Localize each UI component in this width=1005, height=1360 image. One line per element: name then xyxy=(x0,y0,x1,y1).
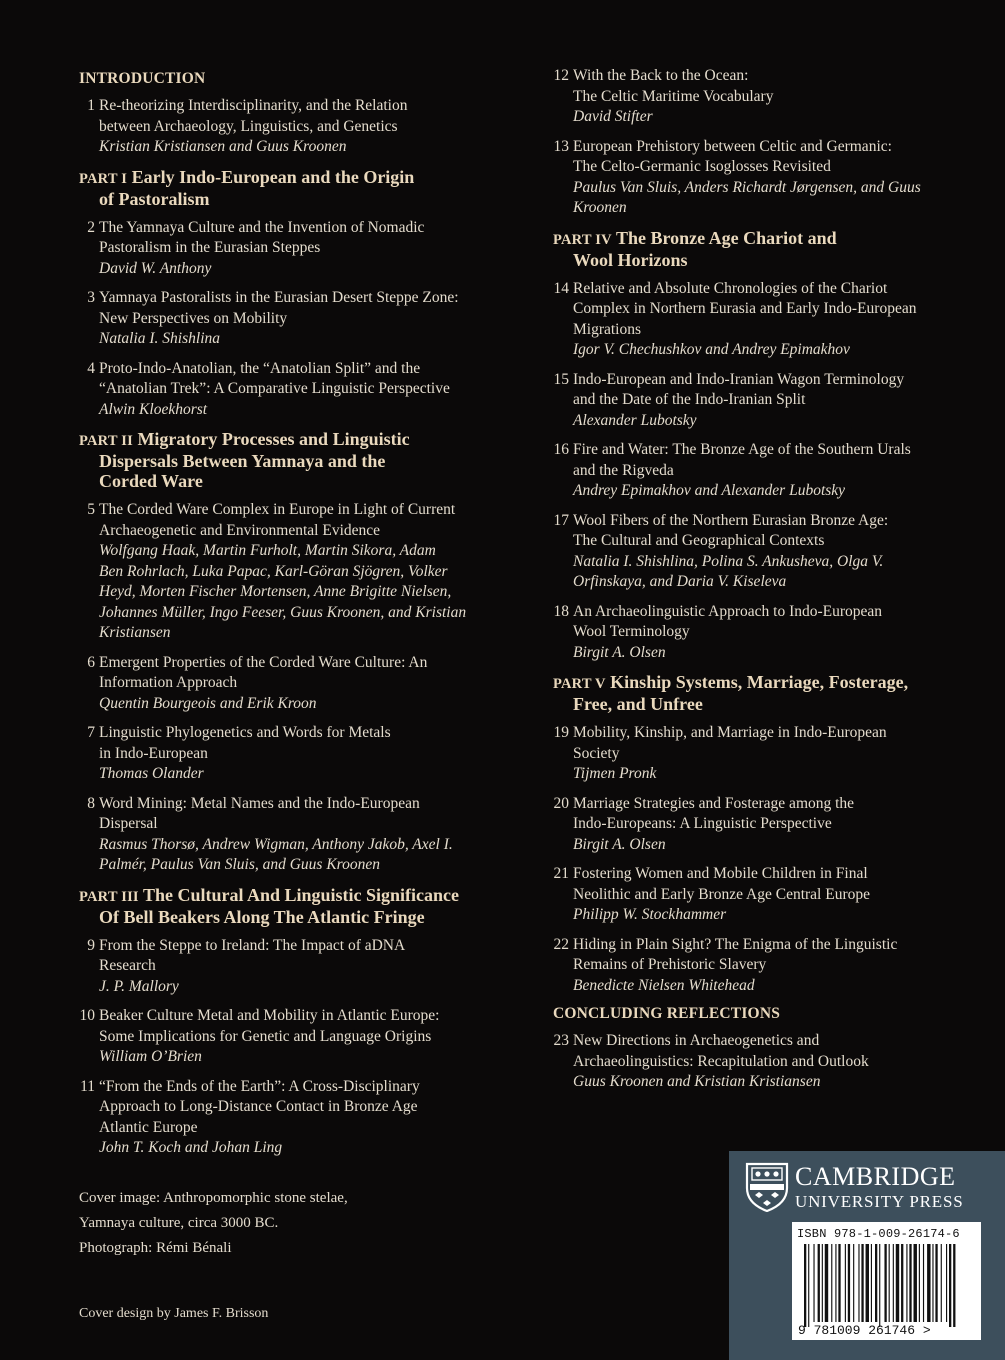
chapter-list xyxy=(553,723,973,996)
part-title-rest xyxy=(553,694,973,714)
barcode-bar xyxy=(822,1244,823,1322)
part-1 xyxy=(79,167,515,421)
chapter-entry xyxy=(79,1006,515,1068)
chapter-title-line: Wool Fibers of the Northern Eurasian Bronze Age: xyxy=(573,511,889,529)
chapter-entry xyxy=(79,794,515,876)
chapter-number: 23 xyxy=(553,1032,569,1049)
chapter-title-line: Re-theorizing Interdisciplinarity, and the Relation xyxy=(99,97,408,114)
part-label: PART II xyxy=(79,433,133,449)
text-line: Yamnaya culture, circa 3000 BC. xyxy=(79,1215,279,1231)
chapter-number: 9 xyxy=(87,936,95,954)
chapter-entry xyxy=(79,653,515,715)
chapter-title-line: Hiding in Plain Sight? The Enigma of the Linguistic xyxy=(573,935,898,953)
part-heading xyxy=(553,672,973,714)
chapter-number: 2 xyxy=(87,218,95,236)
chapter-authors-line: Guus Kroonen and Kristian Kristiansen xyxy=(573,1073,821,1090)
chapter-number: 11 xyxy=(80,1077,95,1095)
chapter-entry xyxy=(553,279,973,361)
barcode-digits-text: 9 781009 261746 > xyxy=(798,1323,931,1338)
chapter-title-line: The Yamnaya Culture and the Invention of Nomadic xyxy=(99,218,425,236)
part-heading xyxy=(79,429,515,491)
part-2 xyxy=(79,429,515,876)
chapter-number: 5 xyxy=(87,501,95,518)
barcode-bar xyxy=(906,1244,907,1322)
chapter-title-line: and the Date of the Indo-Iranian Split xyxy=(573,391,806,408)
barcode-bar xyxy=(889,1244,890,1322)
chapter-list xyxy=(79,936,515,1159)
chapter-title-line: Archaeolinguistics: Recapitulation and Outlook xyxy=(573,1052,869,1070)
chapter-authors-line: Thomas Olander xyxy=(99,765,204,782)
part-5 xyxy=(553,672,973,996)
publisher-subname: UNIVERSITY PRESS xyxy=(795,1192,964,1211)
chapter-authors-line: Ben Rohrlach, Luka Papac, Karl-Göran Sjögren, Volker xyxy=(99,562,448,580)
chapter-title-line: Society xyxy=(573,744,620,762)
chapter-number: 10 xyxy=(79,1007,95,1024)
chapter-entry xyxy=(553,370,973,432)
chapter-entry xyxy=(553,66,973,128)
barcode-bar xyxy=(831,1244,832,1322)
chapter-title-line: New Perspectives on Mobility xyxy=(99,309,288,327)
chapter-entry xyxy=(553,137,973,219)
part-heading xyxy=(79,885,515,927)
section-heading: CONCLUDING REFLECTIONS xyxy=(553,1005,781,1022)
chapter-entry xyxy=(553,440,973,502)
text-line: Free, and Unfree xyxy=(573,694,703,714)
chapter-title-line: Fire and Water: The Bronze Age of the Southern Urals xyxy=(573,441,911,458)
cover-credits xyxy=(79,1186,348,1261)
chapter-title-line: Indo-European and Indo-Iranian Wagon Terminology xyxy=(573,370,905,388)
chapter-entry xyxy=(553,794,973,856)
isbn-barcode xyxy=(792,1222,981,1340)
part-title: Migratory Processes and Linguistic xyxy=(137,429,410,449)
barcode-bar xyxy=(845,1244,846,1322)
chapter-title-line: Mobility, Kinship, and Marriage in Indo-European xyxy=(573,724,887,741)
chapter-entry xyxy=(79,288,515,350)
chapter-title-line: Linguistic Phylogenetics and Words for Metals xyxy=(99,724,391,741)
chapter-authors-line: Birgit A. Olsen xyxy=(573,835,666,853)
chapter-title-line: Dispersal xyxy=(99,815,158,832)
text-line: Corded Ware xyxy=(99,471,203,491)
chapter-title-line: European Prehistory between Celtic and Germanic: xyxy=(573,137,892,155)
barcode-bar xyxy=(923,1244,924,1322)
chapter-title-line: Atlantic Europe xyxy=(99,1118,198,1136)
barcode-bar xyxy=(946,1244,947,1322)
part-label: PART V xyxy=(553,676,606,692)
chapter-title-line: Indo-Europeans: A Linguistic Perspective xyxy=(573,815,832,832)
barcode-bar xyxy=(927,1244,930,1322)
chapter-number: 3 xyxy=(87,289,95,306)
chapter-title-line: between Archaeology, Linguistics, and Genetics xyxy=(99,117,398,135)
part-title: The Bronze Age Chariot and xyxy=(615,227,837,248)
chapter-authors-line: Philipp W. Stockhammer xyxy=(573,906,727,923)
chapter-authors-line: Palmér, Paulus Van Sluis, and Guus Kroonen xyxy=(99,856,381,873)
barcode-bar xyxy=(813,1244,814,1322)
chapter-entry xyxy=(79,723,515,785)
part-title-rest xyxy=(553,250,973,270)
part-heading xyxy=(79,167,515,209)
chapter-authors-line: Tijmen Pronk xyxy=(573,765,657,782)
chapter-entry xyxy=(79,218,515,280)
chapter-title-line: Proto-Indo-Anatolian, the “Anatolian Split” and the xyxy=(99,359,421,377)
barcode-bar xyxy=(875,1244,877,1322)
text-line: Of Bell Beakers Along The Atlantic Fringe xyxy=(99,906,425,927)
chapter-authors-line: Heyd, Morten Fischer Mortensen, Anne Brigitte Nielsen, xyxy=(99,583,452,600)
chapter-entry xyxy=(553,723,973,785)
barcode-bar xyxy=(848,1244,850,1322)
chapter-title-line: Word Mining: Metal Names and the Indo-European xyxy=(99,794,420,812)
chapter-authors-line: Natalia I. Shishlina xyxy=(99,330,220,347)
chapter-title-line: Emergent Properties of the Corded Ware Culture: An xyxy=(99,653,428,671)
chapter-entry xyxy=(553,864,973,926)
barcode-bar xyxy=(879,1244,880,1327)
chapter-number: 15 xyxy=(553,370,569,388)
chapter-number: 20 xyxy=(553,794,569,812)
chapter-entry xyxy=(79,96,515,158)
text-line: of Pastoralism xyxy=(99,188,210,209)
chapter-authors-line: Birgit A. Olsen xyxy=(573,643,666,661)
chapter-list xyxy=(79,500,515,876)
chapter-authors-line: Paulus Van Sluis, Anders Richardt Jørgensen, and Guus xyxy=(573,178,921,196)
chapter-title-line: Fostering Women and Mobile Children in Final xyxy=(573,865,868,882)
chapter-list xyxy=(553,279,973,664)
chapter-title-line: From the Steppe to Ireland: The Impact of aDNA xyxy=(99,936,406,954)
section-introduction xyxy=(79,70,515,158)
chapter-authors-line: Natalia I. Shishlina, Polina S. Ankusheva, Olga V. xyxy=(573,552,884,570)
chapter-number: 21 xyxy=(553,865,569,882)
chapter-authors-line: William O’Brien xyxy=(99,1048,202,1065)
chapter-title-line: The Celtic Maritime Vocabulary xyxy=(573,87,774,105)
right-column xyxy=(553,66,973,1102)
chapter-number: 16 xyxy=(553,441,569,458)
barcode-bar xyxy=(914,1244,917,1322)
part-title: The Cultural And Linguistic Significance xyxy=(142,884,460,905)
chapter-title-line: Some Implications for Genetic and Language Origins xyxy=(99,1027,432,1045)
chapter-list xyxy=(553,1031,973,1093)
isbn-label: ISBN 978-1-009-26174-6 xyxy=(797,1227,960,1241)
barcode-bar xyxy=(853,1244,854,1322)
chapter-list xyxy=(79,96,515,158)
part-title-rest xyxy=(79,907,515,927)
chapter-authors-line: Kroonen xyxy=(573,199,627,216)
chapter-number: 7 xyxy=(87,724,95,741)
text-line: Cover image: Anthropomorphic stone stelae, xyxy=(79,1190,348,1206)
chapter-number: 18 xyxy=(553,602,569,620)
chapter-title-line: “Anatolian Trek”: A Comparative Linguistic Perspective xyxy=(99,380,450,397)
chapter-title-line: The Cultural and Geographical Contexts xyxy=(573,532,825,549)
barcode-bar xyxy=(835,1244,836,1322)
chapter-number: 6 xyxy=(87,653,95,671)
barcode-bar xyxy=(858,1244,859,1322)
chapter-entry xyxy=(553,511,973,593)
chapter-authors-line: Kristiansen xyxy=(99,624,171,641)
chapter-title-line: The Corded Ware Complex in Europe in Light of Current xyxy=(99,501,456,518)
text-line: Dispersals Between Yamnaya and the xyxy=(99,451,386,471)
barcode-bar xyxy=(909,1244,911,1322)
chapter-authors-line: Johannes Müller, Ingo Feeser, Guus Kroonen, and Kristian xyxy=(99,603,467,621)
section-concluding xyxy=(553,1005,973,1093)
left-column xyxy=(79,66,515,1168)
chapter-title-line: Information Approach xyxy=(99,674,238,691)
chapter-number: 17 xyxy=(553,511,569,529)
barcode-bar xyxy=(935,1244,937,1322)
chapter-title-line: Archaeogenetic and Environmental Evidence xyxy=(99,521,381,539)
chapter-title-line: Migrations xyxy=(573,320,642,338)
chapter-number: 1 xyxy=(87,97,95,114)
barcode-bar xyxy=(804,1244,806,1327)
barcode-bar xyxy=(949,1244,951,1327)
chapter-entry xyxy=(553,935,973,997)
barcode-bar xyxy=(818,1244,820,1322)
chapter-authors-line: Alexander Lubotsky xyxy=(573,411,697,429)
chapter-number: 19 xyxy=(553,724,569,741)
text-line: Wool Horizons xyxy=(573,249,688,270)
part-title: Early Indo-European and the Origin xyxy=(131,166,415,187)
section-heading: INTRODUCTION xyxy=(79,70,206,87)
chapter-title-line: Beaker Culture Metal and Mobility in Atlantic Europe: xyxy=(99,1007,440,1024)
chapter-authors-line: Quentin Bourgeois and Erik Kroon xyxy=(99,694,317,712)
chapter-number: 8 xyxy=(87,794,95,812)
chapter-entry xyxy=(79,500,515,644)
chapter-authors-line: Andrey Epimakhov and Alexander Lubotsky xyxy=(573,482,846,499)
part-label: PART III xyxy=(79,888,139,905)
chapter-entry xyxy=(79,936,515,998)
chapter-authors-line: Benedicte Nielsen Whitehead xyxy=(573,976,755,994)
barcode-bar xyxy=(941,1244,942,1322)
chapter-title-line: The Celto-Germanic Isoglosses Revisited xyxy=(573,158,831,175)
chapter-authors-line: David W. Anthony xyxy=(99,259,212,277)
chapter-authors-line: J. P. Mallory xyxy=(99,977,179,995)
chapter-authors-line: David Stifter xyxy=(573,108,653,125)
part-3 xyxy=(79,885,515,1159)
chapter-list xyxy=(79,218,515,421)
chapter-authors-line: Orfinskaya, and Daria V. Kiseleva xyxy=(573,573,787,590)
chapter-number: 14 xyxy=(553,279,569,297)
chapter-authors-line: John T. Koch and Johan Ling xyxy=(99,1139,283,1156)
chapter-authors-line: Kristian Kristiansen and Guus Kroonen xyxy=(99,138,347,155)
chapter-title-line: With the Back to the Ocean: xyxy=(573,67,749,84)
chapter-title-line: Remains of Prehistoric Slavery xyxy=(573,956,767,973)
barcode-bar xyxy=(893,1244,894,1322)
chapter-authors-line: Rasmus Thorsø, Andrew Wigman, Anthony Jakob, Axel I. xyxy=(99,835,453,853)
chapter-title-line: Relative and Absolute Chronologies of the Chariot xyxy=(573,279,888,297)
chapter-title-line: Research xyxy=(99,957,156,974)
chapter-number: 12 xyxy=(553,67,569,84)
chapter-title-line: An Archaeolinguistic Approach to Indo-European xyxy=(573,602,883,620)
part-title: Kinship Systems, Marriage, Fosterage, xyxy=(610,672,909,692)
chapter-title-line: in Indo-European xyxy=(99,744,208,762)
barcode-bar xyxy=(808,1244,809,1327)
chapter-number: 22 xyxy=(553,935,569,953)
chapter-title-line: and the Rigveda xyxy=(573,461,674,479)
chapter-entry xyxy=(79,1077,515,1159)
barcode-bar xyxy=(884,1244,886,1322)
publisher-box xyxy=(729,1151,1005,1360)
chapter-title-line: Wool Terminology xyxy=(573,623,690,640)
part-heading xyxy=(553,228,973,270)
chapter-number: 13 xyxy=(553,137,569,155)
chapter-number: 4 xyxy=(87,359,95,377)
barcode-bar xyxy=(901,1244,903,1322)
chapter-authors-line: Wolfgang Haak, Martin Furholt, Martin Sikora, Adam xyxy=(99,542,436,559)
chapter-title-line: Marriage Strategies and Fosterage among the xyxy=(573,794,855,812)
barcode-bar xyxy=(871,1244,872,1322)
chapter-title-line: Neolithic and Early Bronze Age Central Europe xyxy=(573,885,870,903)
text-line: Photograph: Rémi Bénali xyxy=(79,1240,232,1256)
barcode-bar xyxy=(825,1244,828,1322)
part-label: PART IV xyxy=(553,231,612,248)
barcode-bar xyxy=(861,1244,863,1322)
chapter-list xyxy=(553,66,973,219)
barcode-bar xyxy=(932,1244,933,1322)
chapter-entry xyxy=(553,602,973,664)
cambridge-shield-icon xyxy=(745,1162,789,1212)
chapter-title-line: Approach to Long-Distance Contact in Bronze Age xyxy=(99,1098,418,1115)
part-label: PART I xyxy=(79,170,128,187)
chapter-authors-line: Igor V. Chechushkov and Andrey Epimakhov xyxy=(573,341,850,358)
chapter-title-line: Pastoralism in the Eurasian Steppes xyxy=(99,239,321,256)
cover-designer: Cover design by James F. Brisson xyxy=(79,1306,269,1321)
chapter-authors-line: Alwin Kloekhorst xyxy=(99,400,208,418)
chapter-title-line: New Directions in Archaeogenetics and xyxy=(573,1032,820,1049)
part-title-rest xyxy=(79,189,515,209)
barcode-bar xyxy=(838,1244,840,1322)
chapter-entry xyxy=(553,1031,973,1093)
publisher-name: CAMBRIDGE xyxy=(795,1162,956,1191)
part-title-rest xyxy=(79,451,515,491)
chapter-title-line: Complex in Northern Eurasia and Early Indo-European xyxy=(573,300,917,317)
barcode-bar xyxy=(896,1244,899,1322)
chapter-title-line: “From the Ends of the Earth”: A Cross-Disciplinary xyxy=(99,1077,420,1095)
chapter-title-line: Yamnaya Pastoralists in the Eurasian Desert Steppe Zone: xyxy=(99,289,459,306)
part-4 xyxy=(553,228,973,664)
barcode-bar xyxy=(953,1244,955,1327)
barcode-bar xyxy=(919,1244,920,1322)
barcode-bar xyxy=(866,1244,869,1322)
chapter-entry xyxy=(79,359,515,421)
